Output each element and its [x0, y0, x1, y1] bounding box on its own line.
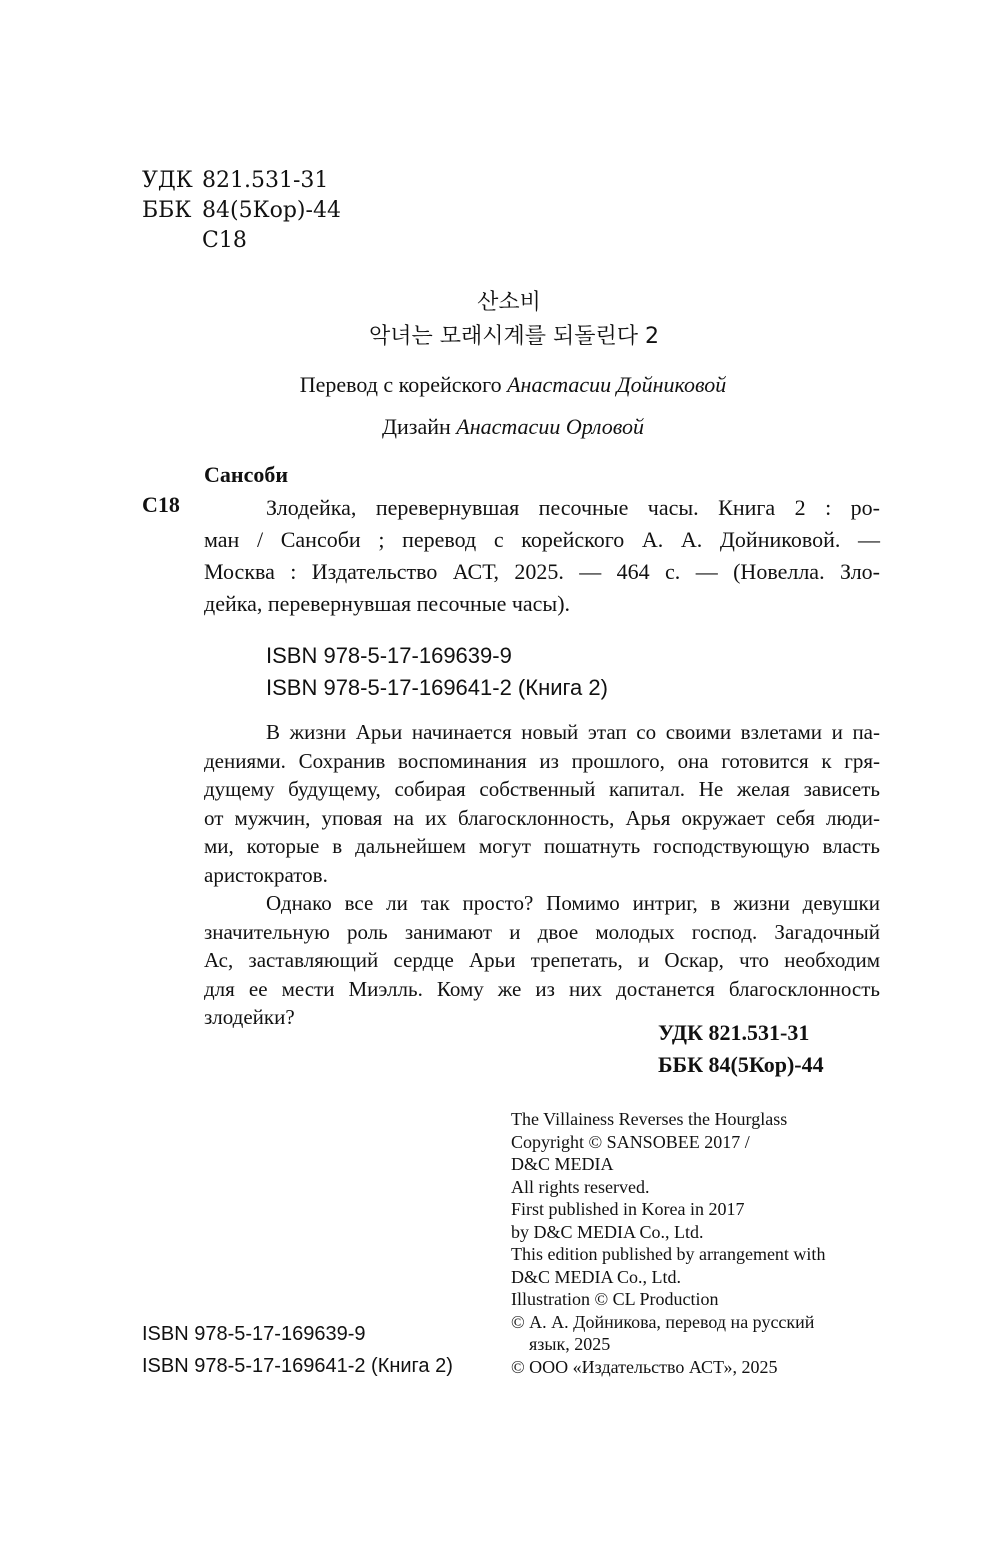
isbn-line: ISBN 978-5-17-169639-9 — [142, 1323, 366, 1345]
bbk-row — [142, 196, 341, 226]
translator-name: Анастасии Дойниковой — [507, 372, 727, 397]
isbn-line: ISBN 978-5-17-169641-2 (Книга 2) — [142, 1355, 453, 1377]
copyright-line: All rights reserved. — [511, 1176, 650, 1197]
copyright-line: © А. А. Дойникова, перевод на русский — [511, 1311, 815, 1332]
bib-line: дейка, перевернувшая песочные часы). — [204, 591, 571, 616]
design-prefix: Дизайн — [381, 414, 451, 439]
original-author: 산소비 — [477, 290, 541, 315]
copyright-block — [511, 1108, 825, 1378]
isbn-line: ISBN 978-5-17-169639-9 — [266, 643, 512, 668]
copyright-line: Copyright © SANSOBEE 2017 / — [511, 1131, 750, 1152]
bib-line: ман / Сансоби ; перевод с корейского А. А. Дойниковой. — — [204, 527, 880, 552]
design-credit — [0, 406, 1000, 448]
copyright-line: First published in Korea in 2017 — [511, 1199, 745, 1219]
bib-line: Москва : Издательство АСТ, 2025. — 464 с. — (Новелла. Зло- — [204, 559, 880, 584]
copyright-line: D&C MEDIA Co., Ltd. — [511, 1266, 682, 1287]
bib-isbn-block — [266, 640, 608, 704]
annotation-line: от мужчин, уповая на их благосклонность, Арья окружает себя люди- — [204, 805, 880, 830]
annotation-line: аристократов. — [204, 862, 328, 887]
isbn-line: ISBN 978-5-17-169641-2 (Книга 2) — [266, 675, 608, 700]
translation-prefix: Перевод с корейского — [299, 372, 502, 397]
author-mark-row — [142, 226, 341, 256]
copyright-line: D&C MEDIA — [511, 1154, 614, 1174]
copyright-line: © ООО «Издательство АСТ», 2025 — [511, 1356, 778, 1377]
bib-line: Злодейка, перевернувшая песочные часы. Книга 2 : ро- — [266, 495, 880, 520]
copyright-line: The Villainess Reverses the Hourglass — [511, 1109, 788, 1129]
annotation-line: Однако все ли так просто? Помимо интриг, в жизни девушки — [266, 891, 880, 915]
annotation-line: дущему будущему, собирая собственный капитал. Не желая зависеть — [204, 777, 880, 801]
copyright-line: This edition published by arrangement with — [511, 1244, 826, 1264]
annotation-line: значительную роль занимают и двое молодых господ. Загадочный — [204, 919, 880, 944]
annotation-line: Ас, заставляющий сердце Арьи трепетать, и Оскар, что необходим — [204, 948, 880, 972]
udk-row — [142, 166, 341, 196]
credits-block — [0, 364, 1000, 448]
original-title-block — [0, 286, 1000, 354]
udk-value: 821.531-31 — [202, 168, 329, 193]
copyright-line: by D&C MEDIA Co., Ltd. — [511, 1221, 704, 1242]
copyright-line: язык, 2025 — [529, 1334, 611, 1354]
designer-name: Анастасии Орловой — [456, 414, 644, 439]
annotation-line: дениями. Сохранив воспоминания из прошлого, она готовится к гря- — [204, 748, 880, 773]
isbn-bottom-block — [142, 1318, 453, 1382]
bbk-label: ББК — [142, 198, 192, 223]
bbk-value: 84(5Кор)-44 — [202, 198, 341, 223]
annotation — [204, 718, 880, 1032]
annotation-line: ми, которые в дальнейшем могут пошатнуть господствующую власть — [204, 834, 880, 858]
classification-codes-bold — [658, 1017, 824, 1081]
author-mark: С18 — [202, 228, 247, 253]
bib-author: Сансоби — [204, 462, 289, 487]
annotation-line: для ее мести Миэлль. Кому же из них достанется благосклонность — [204, 976, 880, 1001]
udk-label: УДК — [142, 168, 193, 193]
bib-mark: С18 — [142, 492, 180, 517]
bibliographic-description — [204, 492, 880, 620]
classification-block — [142, 166, 341, 256]
original-title: 악녀는 모래시계를 되돌린다 2 — [368, 324, 659, 349]
bbk-code: ББК 84(5Кор)-44 — [658, 1052, 824, 1077]
annotation-line: В жизни Арьи начинается новый этап со своими взлетами и па- — [266, 720, 880, 744]
copyright-line: Illustration © CL Production — [511, 1289, 719, 1309]
translation-credit — [0, 364, 1000, 406]
annotation-line: злодейки? — [204, 1005, 295, 1029]
udk-code: УДК 821.531-31 — [658, 1020, 810, 1045]
